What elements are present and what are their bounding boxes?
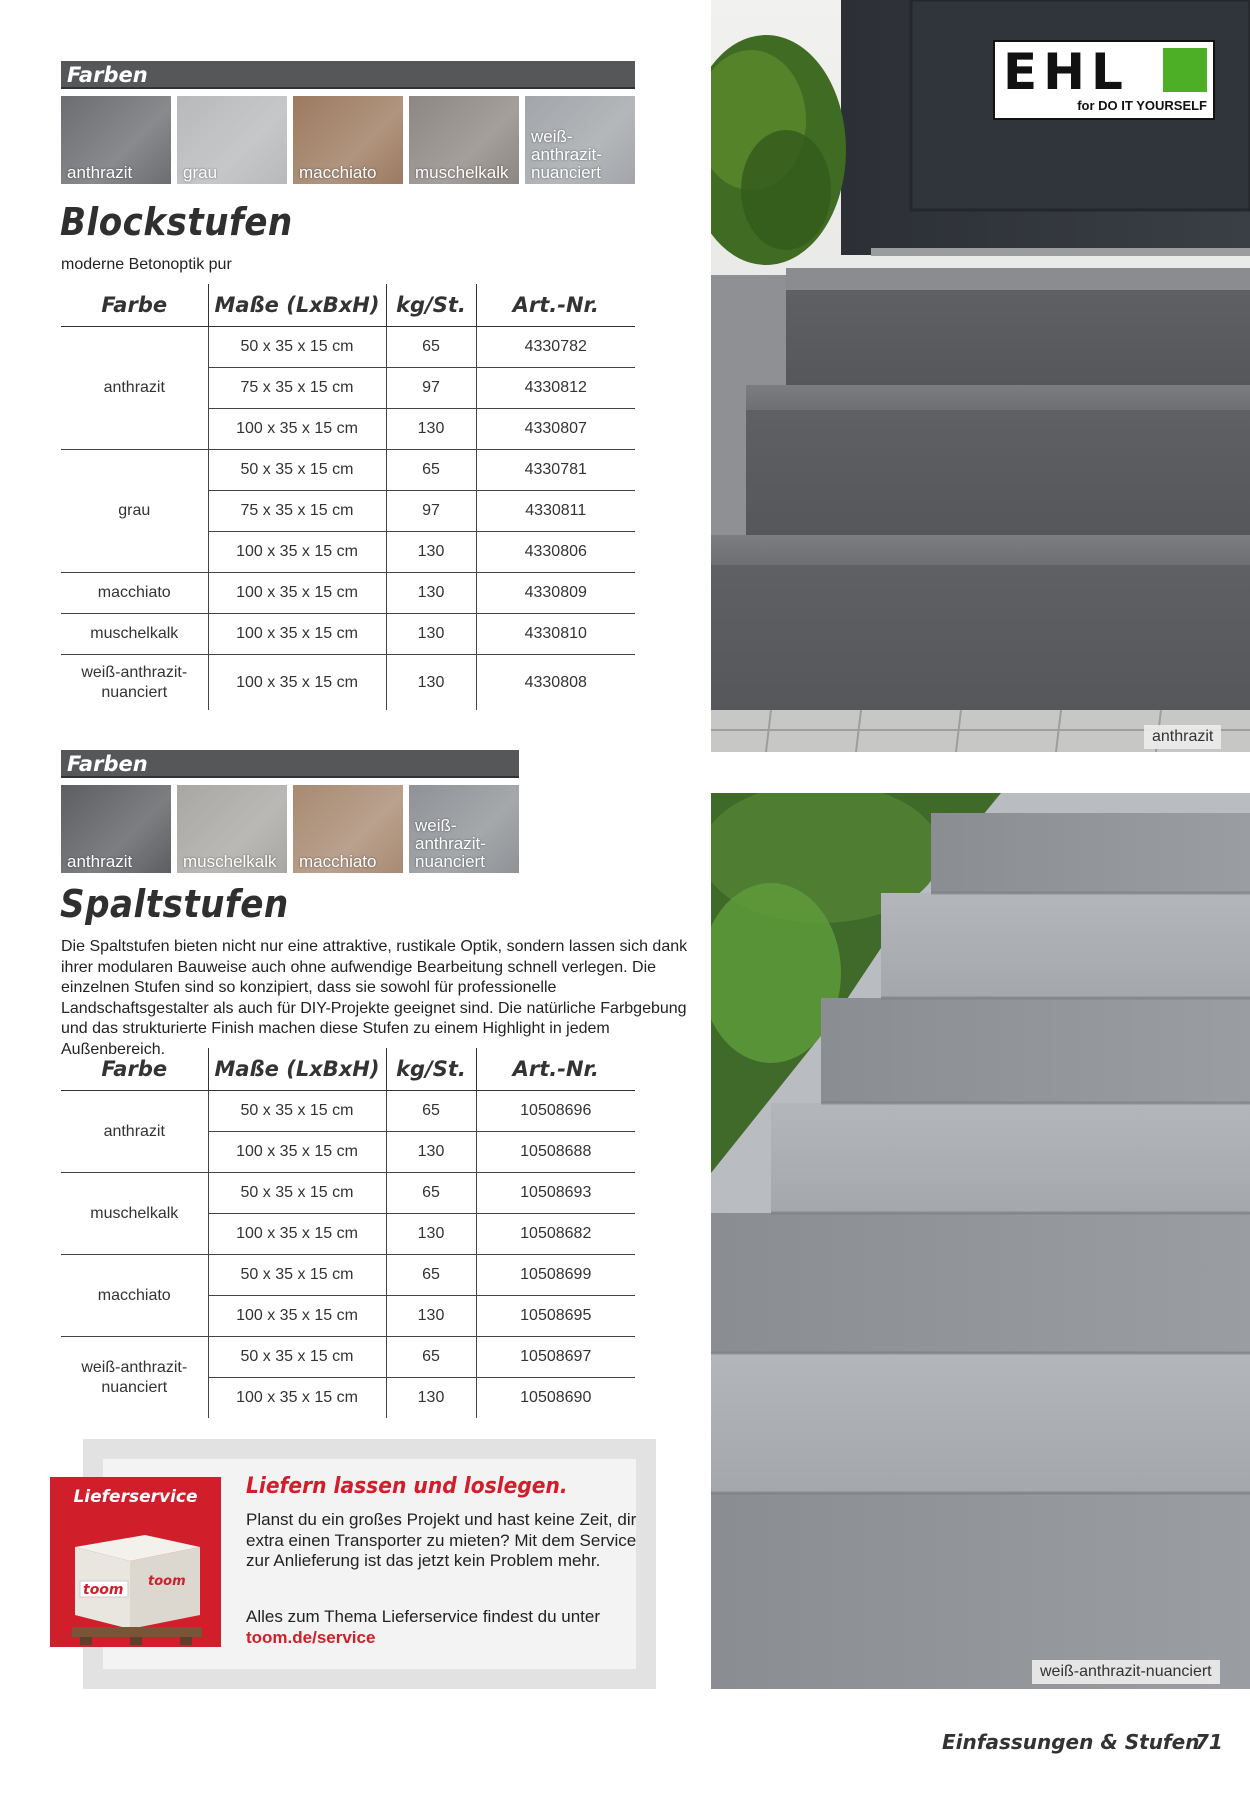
cell-masse: 50 x 35 x 15 cm <box>208 1091 386 1132</box>
footer-section-title: Einfassungen & Stufen <box>942 1730 1200 1754</box>
table-row <box>61 1173 635 1214</box>
cell-masse: 100 x 35 x 15 cm <box>208 409 386 450</box>
cell-artnr: 4330807 <box>476 409 635 450</box>
col-header-farbe: Farbe <box>61 284 208 327</box>
cell-artnr: 4330812 <box>476 368 635 409</box>
cell-farbe: weiß-anthrazit- nuanciert <box>81 1358 188 1396</box>
cell-artnr: 10508696 <box>476 1091 635 1132</box>
cell-masse: 100 x 35 x 15 cm <box>208 1214 386 1255</box>
table-row <box>61 573 635 614</box>
ehl-tagline: for DO IT YOURSELF <box>1077 98 1207 113</box>
cell-kg: 130 <box>386 1296 476 1337</box>
spaltstufen-title: Spaltstufen <box>60 882 289 926</box>
page-number: 71 <box>1195 1730 1223 1754</box>
cell-artnr: 4330781 <box>476 450 635 491</box>
cell-masse: 100 x 35 x 15 cm <box>208 655 386 711</box>
cell-masse: 50 x 35 x 15 cm <box>208 450 386 491</box>
swatch-anthrazit <box>61 785 171 873</box>
cell-kg: 65 <box>386 1173 476 1214</box>
cell-kg: 130 <box>386 532 476 573</box>
box-brand-left: toom <box>83 1582 124 1598</box>
cell-masse: 100 x 35 x 15 cm <box>208 614 386 655</box>
cell-farbe: muschelkalk <box>61 1173 208 1255</box>
col-header-masse: Maße (LxBxH) <box>208 1048 386 1091</box>
col-header-masse: Maße (LxBxH) <box>208 284 386 327</box>
ehl-logo-text: EHL <box>1003 43 1129 101</box>
lieferservice-badge-text: Lieferservice <box>73 1487 198 1507</box>
cell-kg: 130 <box>386 409 476 450</box>
blockstufen-title: Blockstufen <box>60 200 293 244</box>
lieferservice-text: Planst du ein großes Projekt und hast keine Zeit, dir extra einen Transporter zu mieten? Mit dem Service zur Anlieferung ist das jetzt kein Problem mehr. <box>246 1510 637 1570</box>
cell-farbe: muschelkalk <box>61 614 208 655</box>
table-row <box>61 1337 635 1378</box>
swatch-label: anthrazit <box>67 163 133 182</box>
toom-service-link[interactable]: toom.de/service <box>246 1627 376 1647</box>
col-header-kg: kg/St. <box>386 284 476 327</box>
cell-artnr: 10508682 <box>476 1214 635 1255</box>
photo-label-anthrazit: anthrazit <box>1144 725 1221 749</box>
cell-masse: 75 x 35 x 15 cm <box>208 368 386 409</box>
cell-kg: 65 <box>386 1337 476 1378</box>
swatch-anthrazit <box>61 96 171 184</box>
cell-kg: 130 <box>386 1214 476 1255</box>
cell-kg: 97 <box>386 368 476 409</box>
ehl-logo-green-square <box>1163 48 1207 92</box>
table-row <box>61 1091 635 1132</box>
table-row <box>61 614 635 655</box>
photo-label-weiss-anthrazit: weiß-anthrazit-nuanciert <box>1032 1660 1220 1684</box>
cell-kg: 65 <box>386 327 476 368</box>
spaltstufen-farben-header: Farben <box>61 750 519 778</box>
spaltstufen-table <box>61 1048 635 1418</box>
cell-farbe: anthrazit <box>61 1091 208 1173</box>
table-row <box>61 327 635 368</box>
cell-masse: 50 x 35 x 15 cm <box>208 1337 386 1378</box>
cell-masse: 50 x 35 x 15 cm <box>208 1255 386 1296</box>
swatch-label: weiß- anthrazit- nuanciert <box>531 127 602 182</box>
col-header-artnr: Art.-Nr. <box>476 284 635 327</box>
cell-masse: 75 x 35 x 15 cm <box>208 491 386 532</box>
cell-artnr: 10508693 <box>476 1173 635 1214</box>
cell-farbe: macchiato <box>61 1255 208 1337</box>
cell-kg: 130 <box>386 1132 476 1173</box>
swatch-label: anthrazit <box>67 852 133 871</box>
swatch-grau <box>177 96 287 184</box>
col-header-artnr: Art.-Nr. <box>476 1048 635 1091</box>
cell-artnr: 10508695 <box>476 1296 635 1337</box>
swatch-muschelkalk <box>177 785 287 873</box>
table-row <box>61 655 635 711</box>
cell-farbe: weiß-anthrazit- nuanciert <box>81 663 188 701</box>
blockstufen-table <box>61 284 635 710</box>
swatch-label: macchiato <box>299 852 377 871</box>
spaltstufen-description: Die Spaltstufen bieten nicht nur eine attraktive, rustikale Optik, sondern lassen sich dank ihrer modularen Bauweise auch ohne aufwendige Bearbeitung schnell verlegen. Die einzelnen Stufen sind so konzipiert, dass sie sowohl für professionelle Landschaftsgestalter als auch für DIY-Projekte geeignet sind. Die natürliche Farbgebung und das strukturierte Finish machen diese Stufen zu einem Highlight in jedem Außenbereich. <box>61 938 688 1058</box>
cell-masse: 100 x 35 x 15 cm <box>208 1378 386 1419</box>
swatch-label: grau <box>183 163 218 182</box>
swatch-label: muschelkalk <box>415 163 509 182</box>
swatch-label: muschelkalk <box>183 852 277 871</box>
lieferservice-badge <box>50 1477 221 1647</box>
cell-farbe: anthrazit <box>61 327 208 450</box>
box-brand-right: toom <box>148 1574 186 1589</box>
delivery-box-icon <box>50 1517 221 1647</box>
cell-artnr: 4330809 <box>476 573 635 614</box>
cell-masse: 100 x 35 x 15 cm <box>208 573 386 614</box>
swatch-macchiato <box>293 96 403 184</box>
swatch-macchiato <box>293 785 403 873</box>
cell-artnr: 10508690 <box>476 1378 635 1419</box>
cell-artnr: 4330808 <box>476 655 635 711</box>
swatch-weiß-anthrazit-nuanciert <box>525 96 635 184</box>
blockstufen-farben-header: Farben <box>61 61 635 89</box>
table-row <box>61 450 635 491</box>
cell-artnr: 4330782 <box>476 327 635 368</box>
blockstufen-subtitle: moderne Betonoptik pur <box>61 256 232 273</box>
table-row <box>61 1255 635 1296</box>
col-header-farbe: Farbe <box>61 1048 208 1091</box>
cell-kg: 130 <box>386 573 476 614</box>
cell-masse: 50 x 35 x 15 cm <box>208 327 386 368</box>
cell-kg: 65 <box>386 450 476 491</box>
cell-masse: 100 x 35 x 15 cm <box>208 1132 386 1173</box>
cell-artnr: 4330811 <box>476 491 635 532</box>
cell-artnr: 10508697 <box>476 1337 635 1378</box>
cell-kg: 65 <box>386 1091 476 1132</box>
cell-kg: 65 <box>386 1255 476 1296</box>
lieferservice-text2: Alles zum Thema Lieferservice findest du unter toom.de/service <box>246 1607 601 1647</box>
cell-masse: 100 x 35 x 15 cm <box>208 532 386 573</box>
cell-artnr: 4330806 <box>476 532 635 573</box>
cell-kg: 97 <box>386 491 476 532</box>
cell-kg: 130 <box>386 614 476 655</box>
cell-artnr: 10508699 <box>476 1255 635 1296</box>
cell-masse: 50 x 35 x 15 cm <box>208 1173 386 1214</box>
cell-artnr: 4330810 <box>476 614 635 655</box>
swatch-weiß-anthrazit-nuanciert <box>409 785 519 873</box>
cell-farbe: grau <box>61 450 208 573</box>
ehl-logo <box>993 40 1215 120</box>
photo-weiss-anthrazit-stairs <box>711 793 1250 1689</box>
cell-kg: 130 <box>386 655 476 711</box>
swatch-label: macchiato <box>299 163 377 182</box>
lieferservice-title: Liefern lassen und loslegen. <box>246 1474 568 1499</box>
cell-farbe: macchiato <box>61 573 208 614</box>
swatch-label: weiß- anthrazit- nuanciert <box>415 816 486 871</box>
cell-artnr: 10508688 <box>476 1132 635 1173</box>
swatch-muschelkalk <box>409 96 519 184</box>
col-header-kg: kg/St. <box>386 1048 476 1091</box>
cell-masse: 100 x 35 x 15 cm <box>208 1296 386 1337</box>
cell-kg: 130 <box>386 1378 476 1419</box>
